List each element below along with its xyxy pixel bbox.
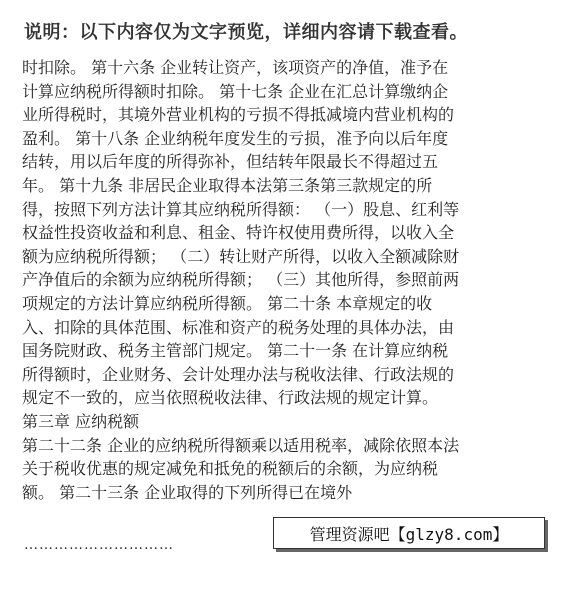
text-line: 额。 第二十三条 企业取得的下列所得已在境外: [22, 482, 353, 502]
text-line: 关于税收优惠的规定减免和抵免的税额后的余额，为应纳税: [22, 459, 439, 479]
text-line: 业所得税时，其境外营业机构的亏损不得抵减境内营业机构的: [22, 105, 455, 125]
text-line: 第二十二条 企业的应纳税所得额乘以适用税率，减除依照本法: [22, 435, 460, 455]
text-line: 时扣除。 第十六条 企业转让资产，该项资产的净值，准予在: [22, 58, 449, 77]
text-line: 规定不一致的，应当依照税收法律、行政法规的规定计算。: [22, 388, 439, 408]
text-line: 产净值后的余额为应纳税所得额； （三）其他所得，参照前两: [22, 270, 460, 290]
text-line: 得，按照下列方法计算其应纳税所得额： （一）股息、红利等: [22, 199, 460, 219]
text-line: 国务院财政、税务主管部门规定。 第二十一条 在计算应纳税: [22, 341, 449, 361]
text-line: 权益性投资收益和利息、租金、特许权使用费所得，以收入全: [22, 223, 455, 243]
truncation-dots: …………………………: [24, 537, 174, 553]
text-line: 年。 第十九条 非居民企业取得本法第三条第三款规定的所: [22, 175, 433, 195]
text-line: 盈利。 第十八条 企业纳税年度发生的亏损，准予向以后年度: [22, 128, 449, 148]
text-line: 项规定的方法计算应纳税所得额。 第二十条 本章规定的收: [22, 293, 433, 313]
text-line: 结转，用以后年度的所得弥补，但结转年限最长不得超过五: [22, 152, 439, 172]
text-line: 计算应纳税所得额时扣除。 第十七条 企业在汇总计算缴纳企: [22, 81, 449, 101]
site-watermark: 管理资源吧【glzy8.com】: [273, 517, 545, 549]
chapter-heading: 第三章 应纳税额: [22, 411, 140, 431]
text-line: 入、扣除的具体范围、标准和资产的税务处理的具体办法，由: [22, 317, 455, 337]
preview-notice: 说明：以下内容仅为文字预览，详细内容请下载查看。: [24, 22, 468, 43]
text-line: 所得额时，企业财务、会计处理办法与税收法律、行政法规的: [22, 364, 455, 384]
text-line: 额为应纳税所得额； （二）转让财产所得，以收入全额减除财: [22, 246, 460, 266]
document-body: [22, 56, 562, 504]
